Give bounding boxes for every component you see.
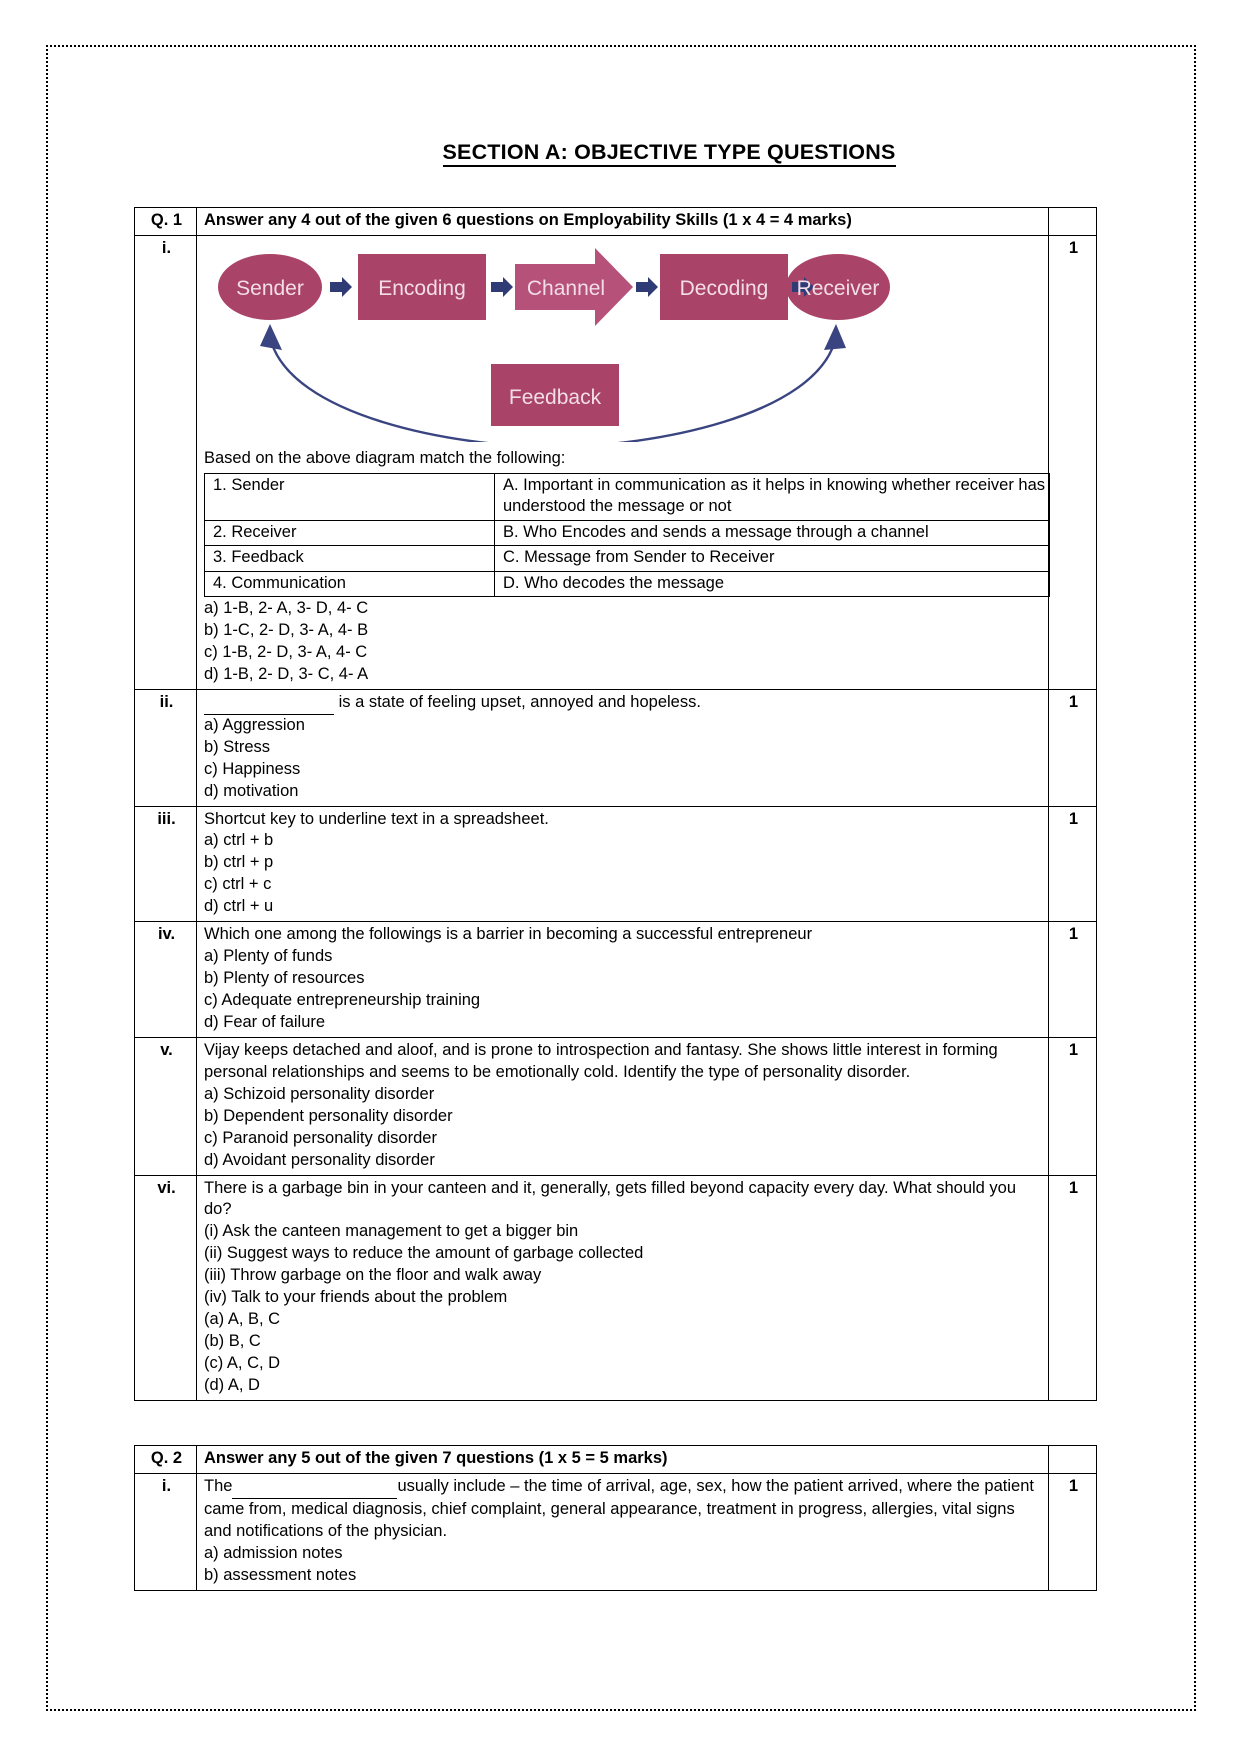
q1-item-i-option-b[interactable]: b) 1-C, 2- D, 3- A, 4- B — [204, 621, 369, 639]
q1-item-ii-question — [204, 692, 1043, 715]
table-row — [135, 806, 1097, 922]
match-the-following-table — [204, 473, 1050, 597]
q1-item-vi-option-a[interactable]: (a) A, B, C — [204, 1310, 281, 1329]
q1-item-vi-statement-iii: (iii) Throw garbage on the floor and walk away — [204, 1266, 542, 1285]
q1-item-vi-statement-i: (i) Ask the canteen management to get a bigger bin — [204, 1222, 579, 1241]
q1-item-iii-body — [197, 806, 1049, 922]
match-left-3: 3. Feedback — [205, 546, 495, 571]
q1-item-iii-option-d[interactable]: d) ctrl + u — [204, 897, 274, 916]
q1-item-i-option-d[interactable]: d) 1-B, 2- D, 3- C, 4- A — [204, 664, 369, 683]
table-row — [205, 546, 1050, 571]
q2-item-i-option-b[interactable]: b) assessment notes — [204, 1565, 357, 1584]
q1-item-vi-body — [197, 1175, 1049, 1400]
q1-item-vi-option-b[interactable]: (b) B, C — [204, 1332, 261, 1351]
q2-item-i-number: i. — [135, 1473, 197, 1590]
q1-item-i-option-c[interactable]: c) 1-B, 2- D, 3- A, 4- C — [204, 642, 368, 661]
question-1-marks-header — [1049, 208, 1097, 236]
page-title — [108, 140, 1230, 165]
match-left-2: 2. Receiver — [205, 520, 495, 545]
q2-item-i-question-suffix: usually include – the time of arrival, age, sex, how the patient arrived, where the patient came from, medical diagnosis, chief complaint, general appearance, treatment in progress, allergies, vital signs and notifications of the physician. — [204, 1476, 1034, 1540]
q1-item-i-number: i. — [135, 235, 197, 689]
encoding-node-label: Encoding — [378, 276, 466, 300]
q1-item-ii-option-a[interactable]: a) Aggression — [204, 715, 305, 734]
communication-process-diagram — [208, 242, 898, 442]
q1-item-iii-option-c[interactable]: c) ctrl + c — [204, 875, 272, 894]
question-2-instruction: Answer any 5 out of the given 7 questions (1 x 5 = 5 marks) — [197, 1445, 1049, 1473]
match-right-c: C. Message from Sender to Receiver — [495, 546, 1050, 571]
q1-item-vi-option-d[interactable]: (d) A, D — [204, 1375, 260, 1394]
feedback-node-label: Feedback — [508, 385, 602, 409]
question-2-table — [134, 1445, 1097, 1591]
question-2-marks-header — [1049, 1445, 1097, 1473]
page-content — [108, 105, 1230, 1745]
table-row — [135, 1175, 1097, 1400]
q1-item-i-marks: 1 — [1049, 235, 1097, 689]
q1-item-v-option-d[interactable]: d) Avoidant personality disorder — [204, 1150, 435, 1169]
q1-item-ii-option-b[interactable]: b) Stress — [204, 737, 271, 756]
match-left-1: 1. Sender — [205, 473, 495, 520]
q1-item-iii-question: Shortcut key to underline text in a spreadsheet. — [204, 809, 549, 828]
q2-item-i-question — [204, 1476, 1043, 1543]
fill-in-blank[interactable] — [232, 1476, 397, 1499]
q1-item-vi-statement-iv: (iv) Talk to your friends about the problem — [204, 1288, 508, 1307]
q1-item-v-option-a[interactable]: a) Schizoid personality disorder — [204, 1084, 435, 1103]
q2-item-i-body — [197, 1473, 1049, 1590]
table-row — [205, 571, 1050, 596]
q1-item-ii-number: ii. — [135, 689, 197, 806]
decoding-node-label: Decoding — [679, 276, 769, 300]
table-row — [205, 520, 1050, 545]
q1-item-iii-marks: 1 — [1049, 806, 1097, 922]
sender-node-label: Sender — [236, 276, 304, 300]
q1-item-iv-question: Which one among the followings is a barrier in becoming a successful entrepreneur — [204, 925, 813, 944]
match-left-4: 4. Communication — [205, 571, 495, 596]
table-row — [205, 473, 1050, 520]
q1-item-v-marks: 1 — [1049, 1037, 1097, 1175]
q1-item-ii-option-d[interactable]: d) motivation — [204, 781, 299, 800]
q1-item-iv-option-d[interactable]: d) Fear of failure — [204, 1012, 326, 1031]
q1-item-iii-option-b[interactable]: b) ctrl + p — [204, 853, 274, 872]
table-row — [135, 208, 1097, 236]
match-right-b: B. Who Encodes and sends a message through a channel — [495, 520, 1050, 545]
q1-item-v-body — [197, 1037, 1049, 1175]
receiver-node-label: Receiver — [796, 276, 880, 300]
q1-item-ii-marks: 1 — [1049, 689, 1097, 806]
q1-item-ii-option-c[interactable]: c) Happiness — [204, 759, 301, 778]
question-1-table — [134, 207, 1097, 1401]
table-row — [135, 235, 1097, 689]
section-spacer — [108, 1401, 1230, 1445]
q1-item-iii-option-a[interactable]: a) ctrl + b — [204, 831, 274, 850]
channel-node-label: Channel — [526, 276, 606, 300]
q1-item-v-option-b[interactable]: b) Dependent personality disorder — [204, 1106, 453, 1125]
q1-item-ii-question-text: is a state of feeling upset, annoyed and hopeless. — [334, 692, 701, 711]
match-right-a: A. Important in communication as it helps in knowing whether receiver has understood the message or not — [495, 473, 1050, 520]
q1-item-vi-marks: 1 — [1049, 1175, 1097, 1400]
question-1-instruction: Answer any 4 out of the given 6 questions on Employability Skills (1 x 4 = 4 marks) — [197, 208, 1049, 236]
fill-in-blank[interactable] — [204, 692, 334, 715]
q1-item-iv-option-a[interactable]: a) Plenty of funds — [204, 947, 333, 966]
q1-item-vi-number: vi. — [135, 1175, 197, 1400]
question-1-label: Q. 1 — [135, 208, 197, 236]
q1-item-iv-number: iv. — [135, 922, 197, 1038]
table-row — [135, 689, 1097, 806]
q1-item-vi-option-c[interactable]: (c) A, C, D — [204, 1354, 281, 1372]
q1-item-i-option-a[interactable]: a) 1-B, 2- A, 3- D, 4- C — [204, 599, 369, 618]
q1-item-iii-number: iii. — [135, 806, 197, 922]
feedback-arrowhead-right — [824, 324, 846, 350]
q1-item-vi-question: There is a garbage bin in your canteen and it, generally, gets filled beyond capacity every day. What should you do? — [204, 1178, 1017, 1219]
q1-item-v-number: v. — [135, 1037, 197, 1175]
table-row — [135, 1037, 1097, 1175]
q2-item-i-question-prefix: The — [204, 1476, 233, 1495]
q1-item-iv-marks: 1 — [1049, 922, 1097, 1038]
table-row — [135, 1445, 1097, 1473]
q2-item-i-option-a[interactable]: a) admission notes — [204, 1543, 343, 1562]
question-2-label: Q. 2 — [135, 1445, 197, 1473]
q1-item-i-body — [197, 235, 1049, 689]
page-border — [46, 45, 1196, 1711]
q1-item-i-lead: Based on the above diagram match the following: — [204, 448, 566, 467]
q1-item-v-option-c[interactable]: c) Paranoid personality disorder — [204, 1128, 437, 1147]
q1-item-iv-option-c[interactable]: c) Adequate entrepreneurship training — [204, 991, 481, 1009]
match-right-d: D. Who decodes the message — [495, 571, 1050, 596]
table-row — [135, 922, 1097, 1038]
q1-item-ii-body — [197, 689, 1049, 806]
section-title-text: SECTION A: OBJECTIVE TYPE QUESTIONS — [443, 140, 896, 167]
q1-item-iv-option-b[interactable]: b) Plenty of resources — [204, 969, 365, 988]
q1-item-vi-statement-ii: (ii) Suggest ways to reduce the amount of garbage collected — [204, 1244, 644, 1263]
table-row — [135, 1473, 1097, 1590]
q1-item-v-question: Vijay keeps detached and aloof, and is prone to introspection and fantasy. She shows little interest in forming personal relationships and seems to be emotionally cold. Identify the type of personality disorder. — [204, 1040, 998, 1081]
q2-item-i-marks: 1 — [1049, 1473, 1097, 1590]
feedback-arrowhead-left — [260, 324, 282, 350]
q1-item-iv-body — [197, 922, 1049, 1038]
